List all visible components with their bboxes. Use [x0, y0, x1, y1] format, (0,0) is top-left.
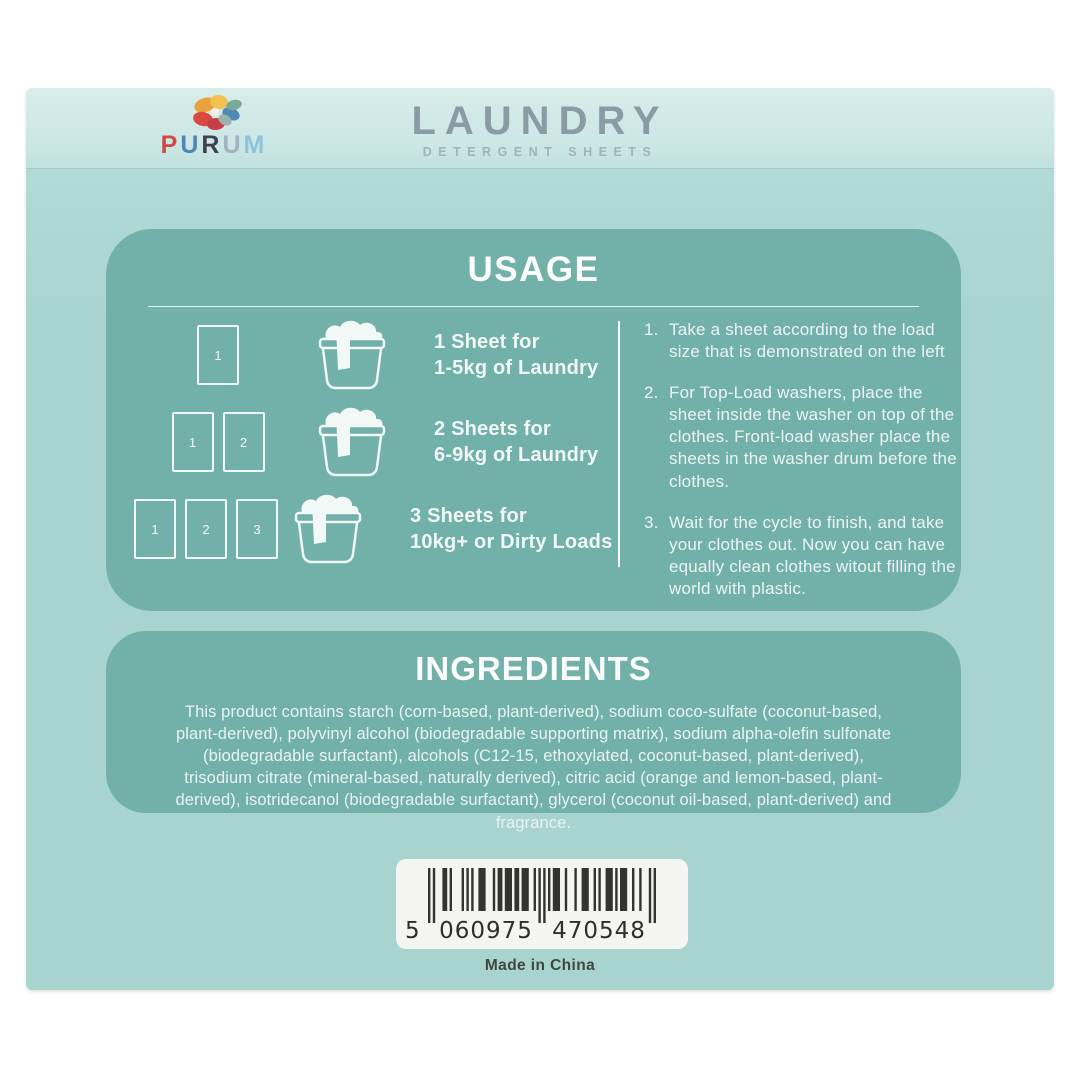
- brand-letter: U: [180, 131, 202, 159]
- usage-heading: USAGE: [467, 250, 600, 289]
- dosage-row: [134, 315, 606, 395]
- usage-panel: [106, 229, 961, 611]
- brand-name: [136, 131, 292, 160]
- dosage-line1: 2 Sheets for: [434, 417, 551, 440]
- sheet-number: 2: [239, 434, 248, 450]
- usage-step: [644, 382, 966, 492]
- title-main: LAUNDRY: [411, 99, 669, 143]
- usage-dosage-column: [134, 315, 613, 576]
- product-title: [411, 99, 668, 159]
- dosage-line2: 6-9kg of Laundry: [434, 444, 599, 466]
- barcode-icon: [422, 868, 662, 925]
- barcode-label: [396, 859, 688, 949]
- sheet-number: 1: [188, 434, 197, 450]
- sheet-number: 2: [202, 521, 210, 537]
- usage-divider: [148, 306, 919, 307]
- made-in-text: Made in China: [484, 957, 596, 974]
- barcode-lead-digit: 5: [405, 918, 421, 944]
- sheet-icons: [134, 412, 302, 472]
- usage-steps-column: [644, 319, 966, 619]
- dosage-row: [134, 489, 613, 569]
- sheet-icon: [185, 499, 227, 559]
- sheet-icons: [134, 325, 302, 385]
- usage-step: [644, 512, 966, 600]
- box-front-face: [26, 169, 1054, 990]
- barcode-group1: 060975: [439, 918, 533, 944]
- flower-icon: [181, 92, 247, 134]
- ingredients-heading: INGREDIENTS: [415, 650, 652, 687]
- sheet-number: 1: [151, 521, 159, 537]
- sheet-icon: [134, 499, 176, 559]
- laundry-basket-icon: [302, 405, 402, 479]
- brand-letter: R: [201, 131, 223, 159]
- ingredients-panel: [106, 631, 961, 832]
- step-number: 2.: [644, 383, 659, 403]
- dosage-text: [434, 329, 598, 382]
- ingredients-text: This product contains starch (corn-based, plant-derived), sodium coco-sulfate (coconut-based, plant-derived), polyvinyl alcohol (biodegradable supporting matrix), sodium alpha-olefin sulfonate (biodegradable surfactant), alcohols (C12-15, ethoxylated, coconut-based, plant-derived), trisodium citrate (mineral-based, naturally derived), citric acid (orange and lemon-based, plant-derived), isotridecanol (biodegradable surfactant), glycerol (coconut oil-based, plant-derived) and fragrance.: [175, 703, 892, 832]
- package-box: [26, 88, 1054, 990]
- title-sub: DETERGENT SHEETS: [422, 145, 658, 159]
- step-text: Take a sheet according to the load size that is demonstrated on the left: [669, 320, 945, 362]
- laundry-basket-icon: [278, 492, 378, 566]
- box-lid: [26, 88, 1054, 169]
- sheet-icon: [172, 412, 214, 472]
- usage-column-divider: [618, 321, 620, 567]
- dosage-line2: 10kg+ or Dirty Loads: [410, 531, 613, 553]
- laundry-basket-icon: [302, 318, 402, 392]
- brand-letter: M: [243, 131, 268, 159]
- step-text: For Top-Load washers, place the sheet inside the washer on top of the clothes. Front-load washer place the sheets in the washer drum before the clothes.: [669, 383, 957, 491]
- barcode-group2: 470548: [552, 918, 646, 944]
- sheet-icons: [134, 499, 278, 559]
- dosage-line1: 1 Sheet for: [434, 330, 540, 353]
- dosage-text: [434, 416, 598, 469]
- usage-step: [644, 319, 966, 363]
- dosage-line2: 1-5kg of Laundry: [434, 357, 599, 379]
- sheet-icon: [223, 412, 265, 472]
- sheet-icon: [197, 325, 239, 385]
- brand-letter: P: [160, 131, 181, 159]
- dosage-line1: 3 Sheets for: [410, 504, 527, 527]
- step-number: 3.: [644, 512, 659, 532]
- sheet-icon: [236, 499, 278, 559]
- dosage-text: [410, 503, 612, 556]
- sheet-number: 1: [214, 347, 222, 363]
- step-text: Wait for the cycle to finish, and take your clothes out. Now you can have equally clean clothes witout filling the world with plastic.: [669, 512, 956, 598]
- dosage-row: [134, 402, 606, 482]
- step-number: 1.: [644, 320, 659, 339]
- brand-letter: U: [222, 131, 244, 159]
- brand-logo: [136, 92, 292, 160]
- sheet-number: 3: [253, 521, 261, 537]
